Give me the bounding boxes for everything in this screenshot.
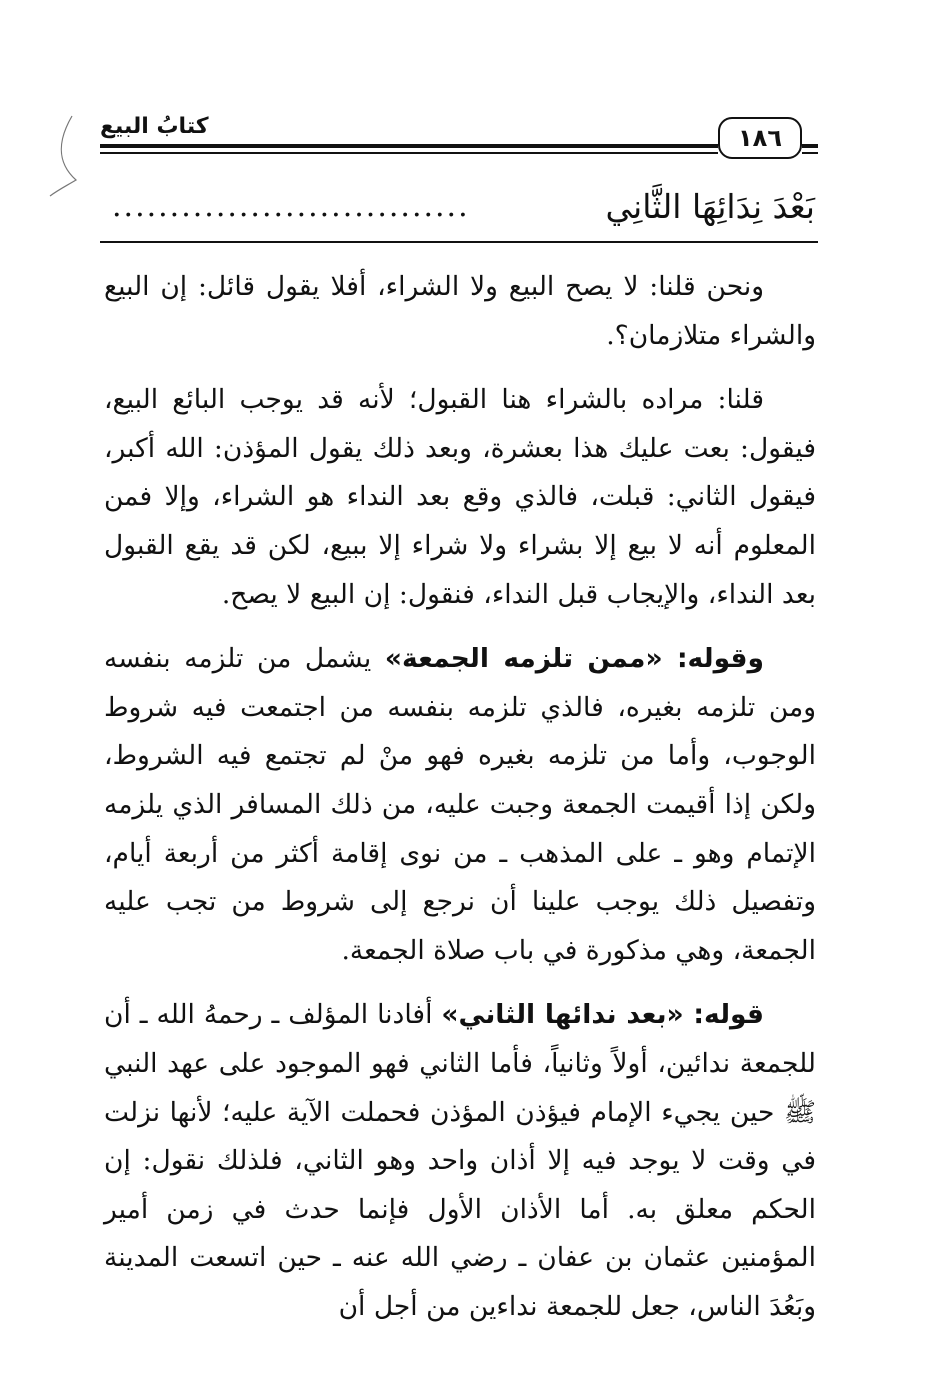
header-rule-right-thin <box>802 152 818 154</box>
paragraph <box>104 991 816 1331</box>
paragraph-text: أفادنا المؤلف ـ رحمهُ الله ـ أن للجمعة ندائين، أولاً وثانياً، فأما الثاني فهو الموجود على عهد النبي ﷺ حين يجيء الإمام فيؤذن المؤذن فحملت الآية عليه؛ لأنها نزلت في وقت لا يوجد فيه إلا أذان واحد وهو الثاني، فلذلك نقول: إن الحكم معلق به. أما الأذان الأول فإنما حدث في زمن أمير المؤمنين عثمان بن عفان ـ رضي الله عنه ـ حين اتسعت المدينة وبَعُدَ الناس، جعل للجمعة نداءين من أجل أن <box>104 999 817 1322</box>
page-crease-mark <box>28 110 88 200</box>
header-rule-thin <box>100 152 718 154</box>
header-rule-right-thick <box>802 144 818 148</box>
body-text <box>104 263 816 1347</box>
section-heading: بَعْدَ نِدَائِهَا الثَّانِي <box>605 187 815 226</box>
header-rule-thick <box>100 144 718 148</box>
paragraph-text: قلنا: مراده بالشراء هنا القبول؛ لأنه قد يوجب البائع البيع، فيقول: بعت عليك هذا بعشرة، وبعد ذلك يقول المؤذن: الله أكبر، فيقول الثاني: قبلت، فالذي وقع بعد النداء هو الشراء، وإلا فمن المعلوم أنه لا بيع إلا بشراء ولا شراء إلا ببيع، لكن قد يقع القبول بعد النداء، والإيجاب قبل النداء، فنقول: إن البيع لا يصح. <box>104 384 816 610</box>
paragraph <box>104 263 816 360</box>
page-number: ١٨٦ <box>738 124 782 152</box>
heading-dot-leader: ............................... <box>112 189 470 224</box>
paragraph-lead: وقوله: «ممن تلزمه الجمعة» <box>384 643 765 675</box>
paragraph-text: ونحن قلنا: لا يصح البيع ولا الشراء، أفلا يقول قائل: إن البيع والشراء متلازمان؟. <box>104 271 816 351</box>
paragraph <box>104 635 816 975</box>
page-number-badge <box>718 117 802 159</box>
paragraph <box>104 376 816 619</box>
paragraph-text: يشمل من تلزمه بنفسه ومن تلزمه بغيره، فالذي تلزمه بنفسه من اجتمعت فيه شروط الوجوب، وأما من تلزمه بغيره فهو منْ لم تجتمع فيه الشروط، ولكن إذا أقيمت الجمعة وجبت عليه، من ذلك المسافر الذي يلزمه الإتمام وهو ـ على المذهب ـ من نوى إقامة أكثر من أربعة أيام، وتفصيل ذلك يوجب علينا أن نرجع إلى شروط من تجب عليه الجمعة، وهي مذكورة في باب صلاة الجمعة. <box>104 643 816 966</box>
book-title: كتابُ البيع <box>100 114 209 139</box>
heading-underline <box>100 241 818 243</box>
page-header <box>100 108 818 168</box>
paragraph-lead: قوله: «بعد ندائها الثاني» <box>441 999 765 1031</box>
